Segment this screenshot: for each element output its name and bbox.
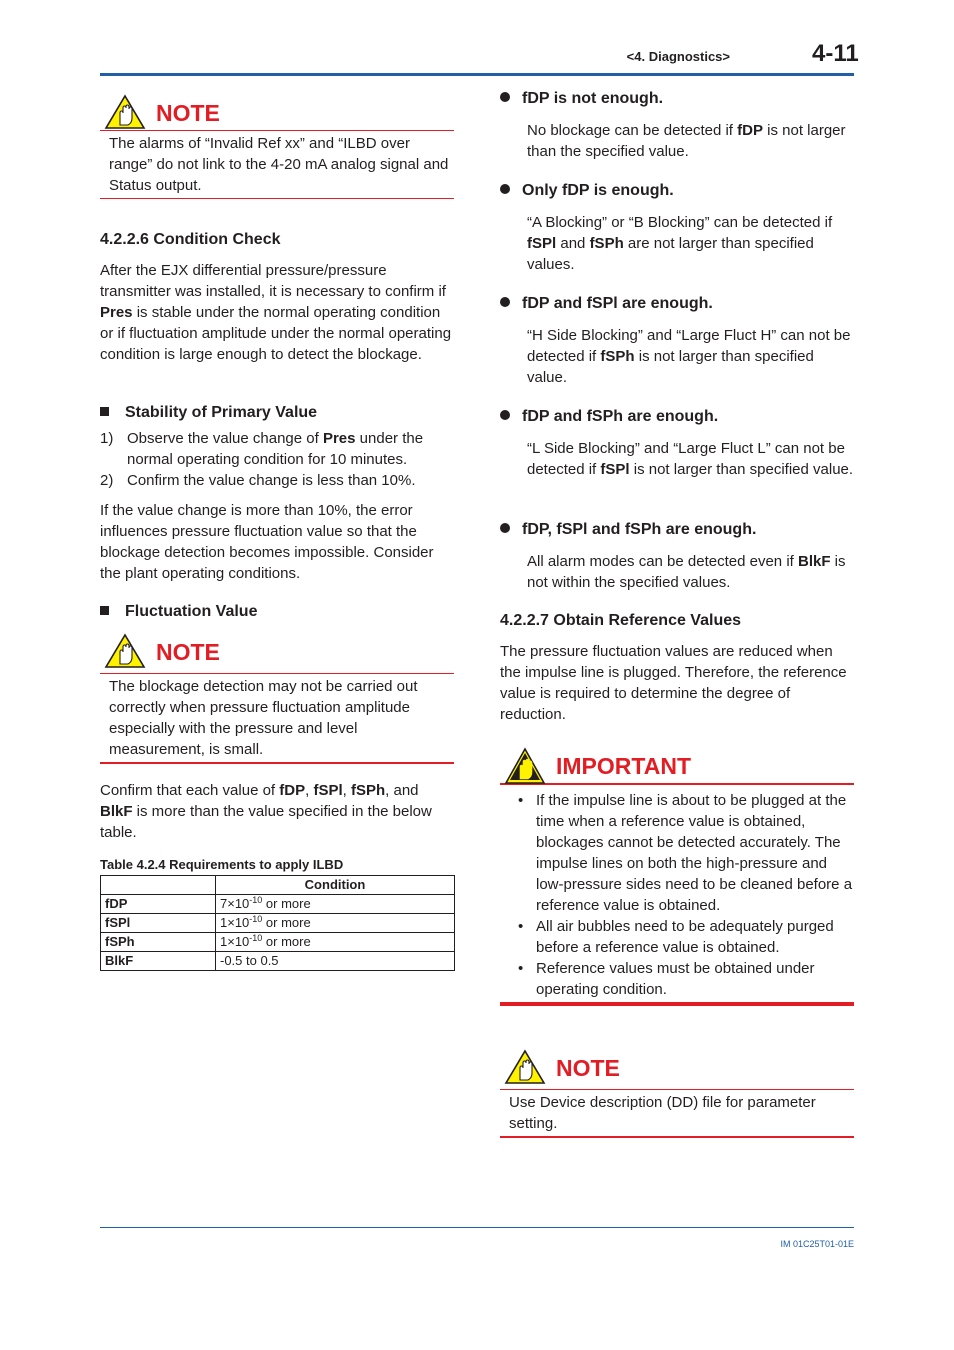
important-box xyxy=(500,745,854,1006)
note-title: NOTE xyxy=(156,639,220,665)
note-text: Use Device description (DD) file for parameter setting. xyxy=(509,1094,816,1132)
document-id: IM 01C25T01-01E xyxy=(780,1239,854,1249)
list-item: • Reference values must be obtained under operating condition. xyxy=(518,960,815,998)
requirements-table xyxy=(100,875,455,971)
running-header-section: <4. Diagnostics> xyxy=(626,49,730,64)
table-header-row xyxy=(101,876,455,895)
square-bullet-icon xyxy=(100,606,109,615)
important-list xyxy=(500,785,854,1002)
table-cell-key: fDP xyxy=(101,895,216,914)
header-rule xyxy=(100,73,854,76)
case-heading: fDP and fSPl are enough. xyxy=(500,295,854,313)
section-heading-4226: 4.2.2.6 Condition Check xyxy=(100,231,281,248)
note-rule-bottom xyxy=(500,1136,854,1138)
note-title: NOTE xyxy=(556,1055,620,1081)
note-box-dd xyxy=(500,1047,854,1138)
page-number: 4-11 xyxy=(812,40,859,67)
table-row xyxy=(101,914,455,933)
note-box-blockage xyxy=(100,631,454,764)
reference-paragraph: The pressure fluctuation values are reduced when the impulse line is plugged. Therefore, the reference value is required to determine the degree of reduction. xyxy=(500,643,847,723)
case-text: All alarm modes can be detected even if BlkF is not within the specified values. xyxy=(527,553,846,591)
heading-fluctuation: Fluctuation Value xyxy=(100,603,454,621)
note-rule-bottom xyxy=(100,762,454,764)
table-caption: Table 4.2.4 Requirements to apply ILBD xyxy=(100,857,344,872)
note-heading xyxy=(100,92,454,130)
case-text: “H Side Blocking” and “Large Fluct H” can not be detected if fSPh is not larger than specified value. xyxy=(527,327,851,386)
stability-paragraph: If the value change is more than 10%, the error influences pressure fluctuation value so that the blockage detection becomes impossible. Consider the plant operating conditions. xyxy=(100,502,434,582)
case-text: No blockage can be detected if fDP is not larger than the specified value. xyxy=(527,122,846,160)
note-rule-bottom xyxy=(100,198,454,199)
table-cell-condition: $1\times 10^{-10}$ or more xyxy=(216,914,455,933)
list-item: 2) Confirm the value change is less than 10%. xyxy=(100,472,416,489)
caution-hand-icon xyxy=(104,633,146,669)
round-bullet-icon xyxy=(500,523,510,533)
round-bullet-icon xyxy=(500,410,510,420)
list-item: 1) Observe the value change of Pres under the normal operating condition for 10 minutes. xyxy=(100,430,424,468)
table-header-blank xyxy=(101,876,216,895)
table-row xyxy=(101,952,455,971)
round-bullet-icon xyxy=(500,92,510,102)
table-row xyxy=(101,895,455,914)
table-cell-condition: -0.5 to 0.5 xyxy=(216,952,455,971)
important-rule-bottom xyxy=(500,1002,854,1006)
caution-hand-icon xyxy=(104,94,146,130)
table-cell-key: fSPh xyxy=(101,933,216,952)
table-cell-condition: $7\times 10^{-10}$ or more xyxy=(216,895,455,914)
condition-check-intro: After the EJX differential pressure/pressure transmitter was installed, it is necessary to confirm if Pres is stable under the normal operating condition or if fluctuation amplitude under the normal operating condition is large enough to detect the blockage. xyxy=(100,262,452,363)
heading-stability: Stability of Primary Value xyxy=(100,404,454,422)
list-item: • If the impulse line is about to be plugged at the time when a reference value is obtained, blockages cannot be detected accurately. The impulse lines on both the high-pressure and low-pressure sides need to be cleaned before a reference value is obtained. xyxy=(518,792,853,914)
table-header-condition: Condition xyxy=(216,876,455,895)
case-text: “A Blocking” or “B Blocking” can be detected if fSPl and fSPh are not larger than specified values. xyxy=(527,214,833,273)
caution-hand-icon xyxy=(504,1049,546,1085)
note-heading xyxy=(100,631,454,669)
case-text: “L Side Blocking” and “Large Fluct L” can not be detected if fSPl is not larger than specified value. xyxy=(527,440,854,478)
square-bullet-icon xyxy=(100,407,109,416)
footer-rule xyxy=(100,1227,854,1228)
note-heading xyxy=(500,1047,854,1085)
stability-steps xyxy=(100,428,454,491)
round-bullet-icon xyxy=(500,184,510,194)
table-cell-condition: $1\times 10^{-10}$ or more xyxy=(216,933,455,952)
list-item: • All air bubbles need to be adequately purged before a reference value is obtained. xyxy=(518,918,834,956)
table-cell-key: fSPl xyxy=(101,914,216,933)
table-row xyxy=(101,933,455,952)
important-title: IMPORTANT xyxy=(556,753,692,779)
note-text: The blockage detection may not be carried out correctly when pressure fluctuation amplitude especially with the pressure and level measurement, is small. xyxy=(109,678,418,758)
note-box-alarms xyxy=(100,92,454,199)
section-heading-4227: 4.2.2.7 Obtain Reference Values xyxy=(500,612,742,629)
important-heading xyxy=(500,745,854,783)
case-heading: fDP and fSPh are enough. xyxy=(500,408,854,426)
note-text: The alarms of “Invalid Ref xx” and “ILBD over range” do not link to the 4-20 mA analog signal and Status output. xyxy=(109,135,449,194)
case-heading: Only fDP is enough. xyxy=(500,182,854,200)
note-title: NOTE xyxy=(156,100,220,126)
table-cell-key: BlkF xyxy=(101,952,216,971)
case-heading: fDP is not enough. xyxy=(500,90,854,108)
case-heading: fDP, fSPl and fSPh are enough. xyxy=(500,521,854,539)
round-bullet-icon xyxy=(500,297,510,307)
confirm-paragraph: Confirm that each value of fDP, fSPl, fSPh, and BlkF is more than the value specified in the below table. xyxy=(100,782,432,841)
warning-hand-icon xyxy=(504,747,546,785)
